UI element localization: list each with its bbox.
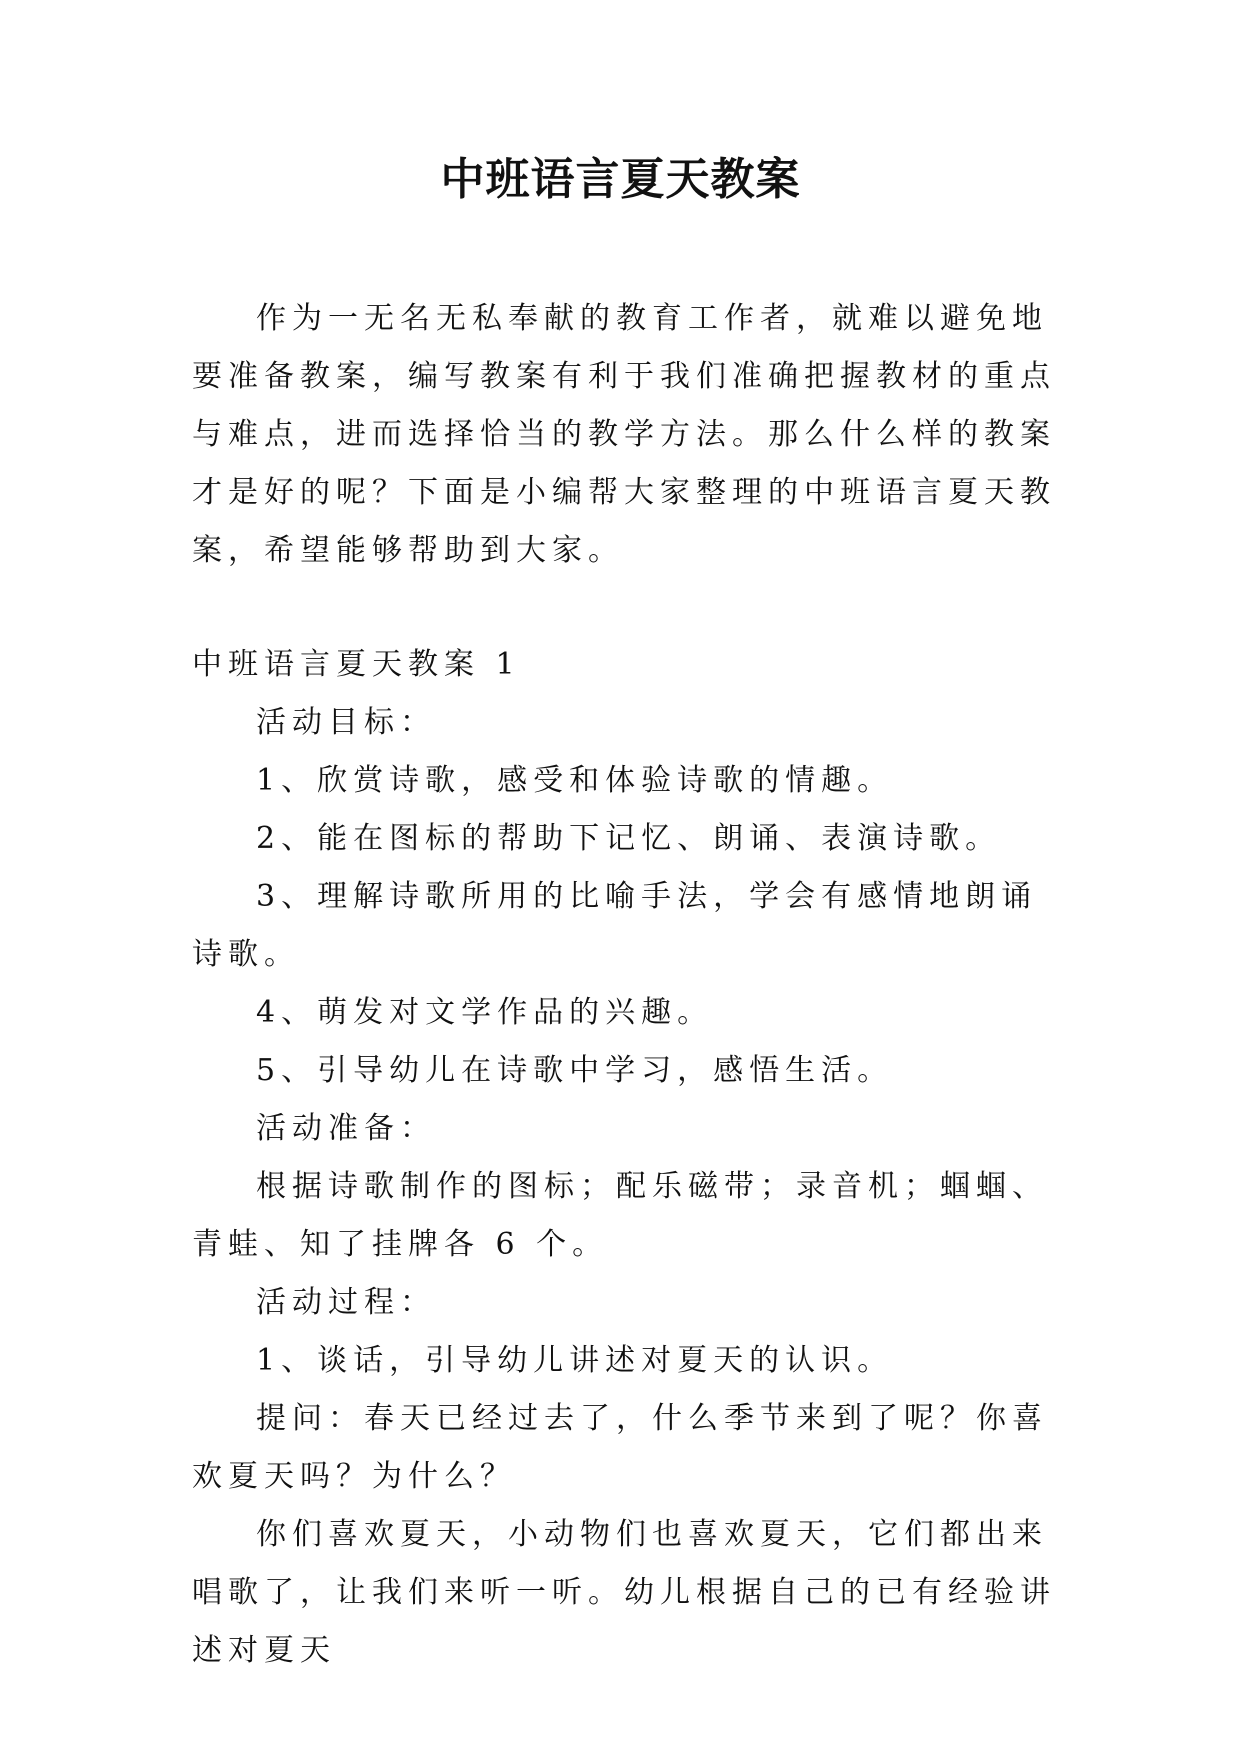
- objective-item: 2、能在图标的帮助下记忆、朗诵、表演诗歌。: [256, 821, 1002, 856]
- process-item: 提问：春天已经过去了，什么季节来到了呢？你喜欢夏天吗？为什么？: [192, 1401, 1048, 1494]
- process-item: 1、谈话，引导幼儿讲述对夏天的认识。: [256, 1343, 894, 1378]
- section-heading: 中班语言夏天教案 1: [192, 647, 521, 682]
- objective-item: 1、欣赏诗歌，感受和体验诗歌的情趣。: [256, 763, 894, 798]
- document-body: [192, 290, 1057, 1680]
- preparation-label: 活动准备：: [256, 1111, 436, 1146]
- objective-item: 5、引导幼儿在诗歌中学习，感悟生活。: [256, 1053, 894, 1088]
- document-title: 中班语言夏天教案: [440, 154, 801, 205]
- intro-paragraph: 作为一无名无私奉献的教育工作者，就难以避免地要准备教案，编写教案有利于我们准确把握教材的重点与难点，进而选择恰当的教学方法。那么什么样的教案才是好的呢？下面是小编帮大家整理的中班语言夏天教案，希望能够帮助到大家。: [192, 301, 1056, 568]
- process-item: 你们喜欢夏天，小动物们也喜欢夏天，它们都出来唱歌了，让我们来听一听。幼儿根据自己的已有经验讲述对夏天: [192, 1517, 1056, 1668]
- section-spacer: [192, 580, 1057, 636]
- objective-item: 3、理解诗歌所用的比喻手法，学会有感情地朗诵诗歌。: [192, 879, 1038, 972]
- preparation-paragraph: 根据诗歌制作的图标；配乐磁带；录音机；蝈蝈、青蛙、知了挂牌各 6 个。: [192, 1169, 1048, 1262]
- objective-item: 4、萌发对文学作品的兴趣。: [256, 995, 714, 1030]
- objectives-label: 活动目标：: [256, 705, 436, 740]
- process-label: 活动过程：: [256, 1285, 436, 1320]
